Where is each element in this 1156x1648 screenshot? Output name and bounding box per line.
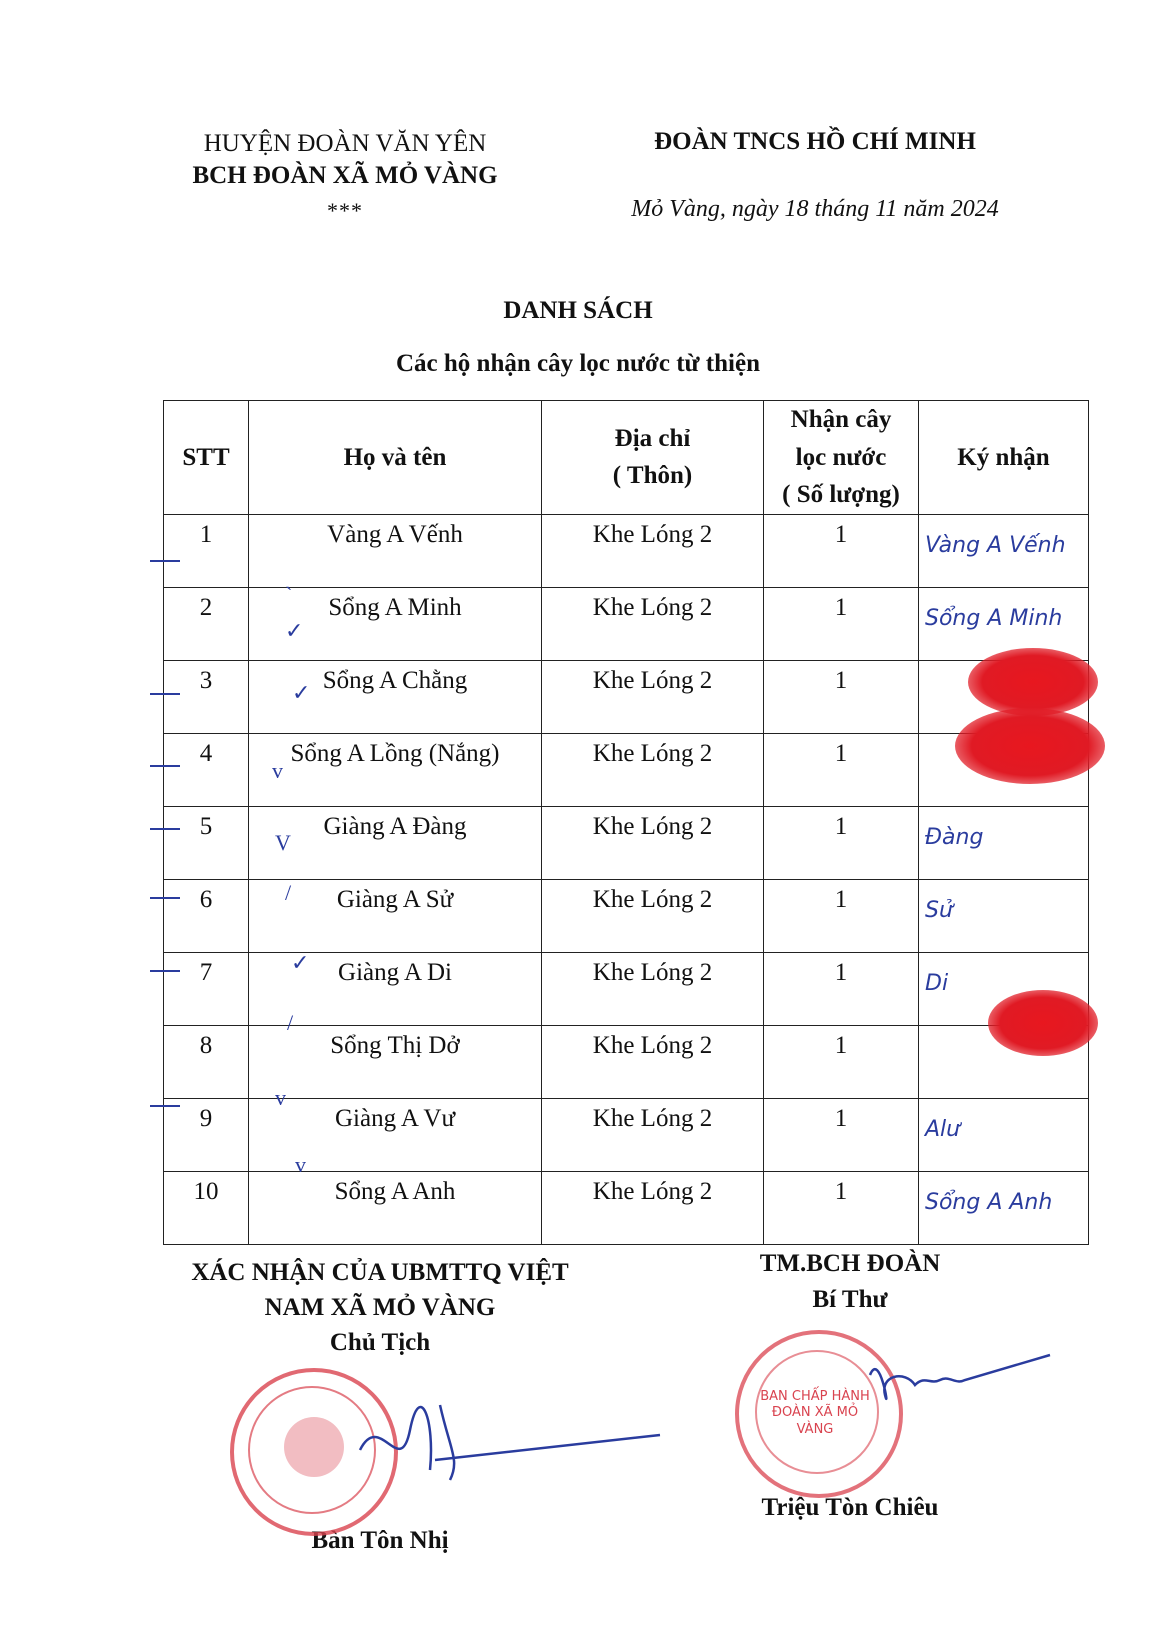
- cell-stt: 8: [164, 1025, 249, 1098]
- handwritten-signature: Sử: [925, 897, 953, 923]
- cell-address: Khe Lóng 2: [542, 587, 764, 660]
- check-mark-icon: ˎ: [285, 565, 293, 590]
- check-mark-icon: /: [285, 880, 292, 905]
- document-title: DANH SÁCH: [503, 297, 653, 324]
- cell-address: Khe Lóng 2: [542, 1171, 764, 1244]
- header-left: [190, 130, 500, 224]
- cell-sign: [919, 806, 1089, 879]
- header-address-line2: ( Thôn): [612, 462, 693, 490]
- cell-address: Khe Lóng 2: [542, 879, 764, 952]
- cell-qty: 1: [764, 879, 919, 952]
- cell-address: Khe Lóng 2: [542, 1025, 764, 1098]
- header-address-line1: Địa chỉ: [614, 424, 691, 452]
- cell-sign: [919, 1098, 1089, 1171]
- check-mark-icon: ✓: [292, 680, 311, 705]
- chairman-signature: [340, 1390, 670, 1500]
- header-quantity: [764, 401, 919, 515]
- cell-stt: 9: [164, 1098, 249, 1171]
- cell-sign: [919, 514, 1089, 587]
- cell-name: Giàng A Đàng: [249, 806, 542, 879]
- cell-qty: 1: [764, 514, 919, 587]
- cell-stt: 2: [164, 587, 249, 660]
- chairman-name: Bàn Tôn Nhị: [311, 1527, 449, 1554]
- cell-name: Sổng A Minh: [249, 587, 542, 660]
- cell-stt: 10: [164, 1171, 249, 1244]
- cell-stt: 6: [164, 879, 249, 952]
- cell-qty: 1: [764, 660, 919, 733]
- table-row: [164, 1025, 1089, 1098]
- cell-qty: 1: [764, 1171, 919, 1244]
- cell-qty: 1: [764, 806, 919, 879]
- cell-qty: 1: [764, 1098, 919, 1171]
- handwritten-signature: Vàng A Vếnh: [925, 532, 1066, 558]
- cell-qty: 1: [764, 1025, 919, 1098]
- cell-qty: 1: [764, 952, 919, 1025]
- header-right: [595, 128, 1035, 223]
- cell-address: Khe Lóng 2: [542, 952, 764, 1025]
- handwritten-signature: Sổng A Minh: [925, 605, 1063, 631]
- chairman-role: Chủ Tịch: [329, 1329, 431, 1356]
- margin-mark: [150, 828, 180, 830]
- cell-sign: [919, 587, 1089, 660]
- cell-address: Khe Lóng 2: [542, 733, 764, 806]
- cell-stt: 3: [164, 660, 249, 733]
- cell-address: Khe Lóng 2: [542, 1098, 764, 1171]
- margin-mark: [150, 970, 180, 972]
- recipients-table: [163, 400, 1089, 1245]
- commune-union-name: BCH ĐOÀN XÃ MỎ VÀNG: [192, 162, 498, 189]
- thumbprint-row4: [955, 708, 1105, 784]
- check-mark-icon: ✓: [291, 950, 310, 975]
- secretary-signature: [860, 1345, 1060, 1425]
- header-qty-line3: ( Số lượng): [782, 481, 900, 508]
- cell-address: Khe Lóng 2: [542, 660, 764, 733]
- secretary-role: Bí Thư: [812, 1286, 888, 1313]
- check-mark-icon: /: [287, 1010, 294, 1035]
- check-mark-icon: v: [272, 758, 283, 783]
- header-sign: Ký nhận: [919, 401, 1089, 515]
- cell-address: Khe Lóng 2: [542, 806, 764, 879]
- check-mark-icon: ✓: [285, 618, 304, 643]
- margin-mark: [150, 693, 180, 695]
- check-mark-icon: V: [275, 830, 291, 855]
- cell-stt: 7: [164, 952, 249, 1025]
- handwritten-signature: Alư: [925, 1116, 961, 1142]
- thumbprint-row3: [968, 648, 1098, 716]
- header-qty-line2: lọc nước: [795, 443, 887, 471]
- cell-qty: 1: [764, 587, 919, 660]
- table-row: [164, 514, 1089, 587]
- margin-mark: [150, 897, 180, 899]
- cell-sign: [919, 879, 1089, 952]
- date-line: Mỏ Vàng, ngày 18 tháng 11 năm 2024: [631, 196, 999, 222]
- handwritten-signature: Sổng A Anh: [925, 1189, 1053, 1215]
- cell-stt: 4: [164, 733, 249, 806]
- table-row: [164, 806, 1089, 879]
- secretary-name: Triệu Tòn Chiêu: [761, 1494, 939, 1521]
- cell-stt: 5: [164, 806, 249, 879]
- header-separator: ***: [327, 198, 363, 223]
- union-committee-title: TM.BCH ĐOÀN: [759, 1250, 941, 1277]
- seal-inscription: BAN CHẤP HÀNH ĐOÀN XÃ MỎ VÀNG: [760, 1389, 870, 1437]
- document-subtitle: Các hộ nhận cây lọc nước từ thiện: [395, 350, 760, 377]
- cell-qty: 1: [764, 733, 919, 806]
- header-qty-line1: Nhận cây: [790, 406, 892, 433]
- table-row: [164, 733, 1089, 806]
- cell-name: Vàng A Vếnh: [249, 514, 542, 587]
- cell-name: Sổng A Anh: [249, 1171, 542, 1244]
- margin-mark: [150, 1105, 180, 1107]
- table-header-row: [164, 401, 1089, 515]
- table-row: [164, 879, 1089, 952]
- cell-sign: [919, 1171, 1089, 1244]
- organization-name: ĐOÀN TNCS HỒ CHÍ MINH: [654, 128, 976, 155]
- thumbprint-row8: [988, 990, 1098, 1056]
- margin-mark: [150, 765, 180, 767]
- handwritten-signature: Di: [925, 970, 949, 996]
- front-confirmation-title-line2: NAM XÃ MỎ VÀNG: [264, 1294, 496, 1321]
- cell-address: Khe Lóng 2: [542, 514, 764, 587]
- header-address: [542, 401, 764, 515]
- check-mark-icon: v: [275, 1085, 286, 1110]
- cell-name: Sổng A Lồng (Nắng): [249, 733, 542, 806]
- district-union-name: HUYỆN ĐOÀN VĂN YÊN: [203, 130, 487, 157]
- cell-name: Giàng A Di: [249, 952, 542, 1025]
- table-row: [164, 1171, 1089, 1244]
- cell-name: Giàng A Sử: [249, 879, 542, 952]
- header-name: Họ và tên: [249, 401, 542, 515]
- cell-name: Sổng A Chằng: [249, 660, 542, 733]
- cell-stt: 1: [164, 514, 249, 587]
- header-stt: STT: [164, 401, 249, 515]
- cell-name: Giàng A Vư: [249, 1098, 542, 1171]
- front-confirmation-title-line1: XÁC NHẬN CỦA UBMTTQ VIỆT: [191, 1259, 569, 1286]
- cell-name: Sổng Thị Dở: [249, 1025, 542, 1098]
- handwritten-signature: Đàng: [925, 824, 984, 850]
- margin-mark: [150, 560, 180, 562]
- check-mark-icon: v: [295, 1152, 306, 1177]
